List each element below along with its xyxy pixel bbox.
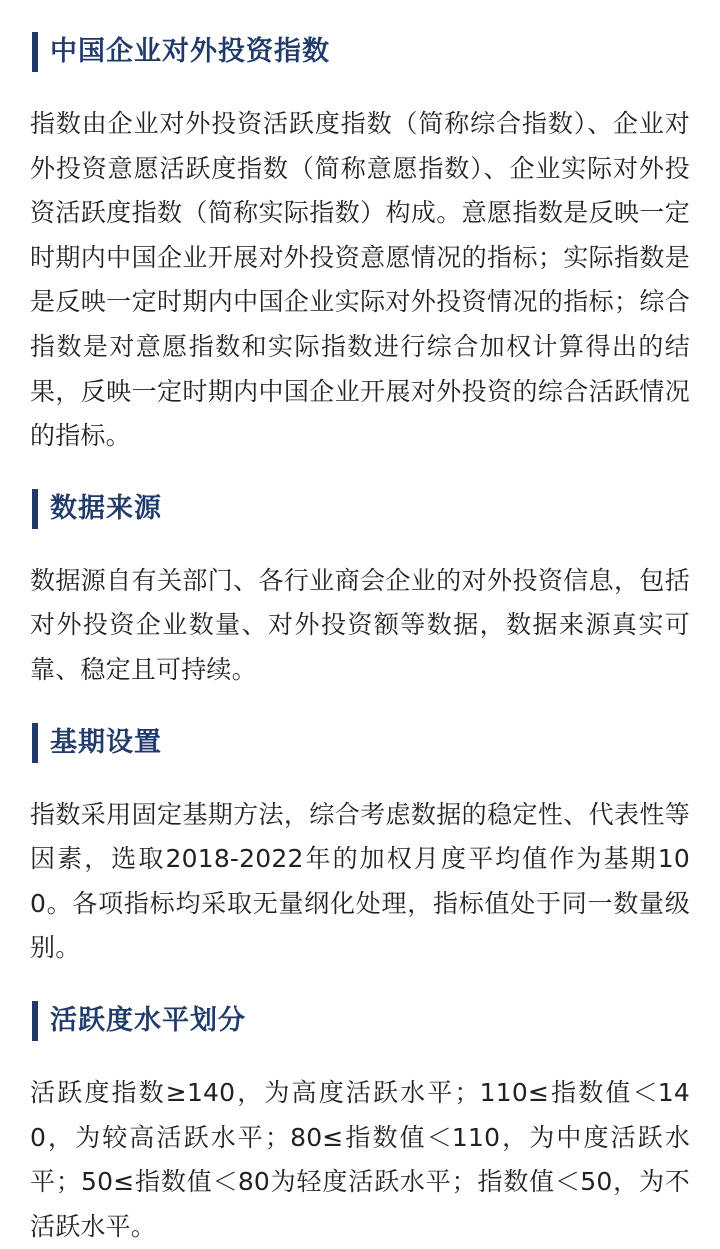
section-title: 中国企业对外投资指数 <box>50 36 330 67</box>
section-heading <box>30 723 690 763</box>
heading-accent-bar <box>32 489 38 529</box>
section-title: 数据来源 <box>50 492 162 524</box>
section-title: 活跃度水平划分 <box>50 1004 246 1036</box>
heading-accent-bar <box>32 723 38 763</box>
section-heading <box>30 1001 690 1041</box>
section-paragraph: 活跃度指数≥140，为高度活跃水平；110≤指数值＜140，为较高活跃水平；80≤指数值＜110，为中度活跃水平；50≤指数值＜80为轻度活跃水平；指数值＜50，为不活跃水平。 <box>30 1077 690 1241</box>
section-paragraph: 指数采用固定基期方法，综合考虑数据的稳定性、代表性等因素，选取2018-2022年的加权月度平均值作为基期100。各项指标均采取无量纲化处理，指标值处于同一数量级别。 <box>30 799 690 963</box>
section-heading <box>30 489 690 529</box>
heading-accent-bar <box>32 1001 38 1041</box>
section-data-source <box>30 489 690 693</box>
section-paragraph: 指数由企业对外投资活跃度指数（简称综合指数）、企业对外投资意愿活跃度指数（简称意愿指数）、企业实际对外投资活跃度指数（简称实际指数）构成。意愿指数是反映一定时期内中国企业开展对外投资意愿情况的指标；实际指数是是反映一定时期内中国企业实际对外投资情况的指标；综合指数是对意愿指数和实际指数进行综合加权计算得出的结果，反映一定时期内中国企业开展对外投资的综合活跃情况的指标。 <box>30 109 690 451</box>
section-title: 基期设置 <box>50 726 162 758</box>
section-index-definition <box>30 0 690 459</box>
heading-accent-bar <box>32 32 38 72</box>
section-base-period <box>30 723 690 971</box>
section-activity-levels <box>30 1001 690 1249</box>
section-paragraph: 数据源自有关部门、各行业商会企业的对外投资信息，包括对外投资企业数量、对外投资额等数据，数据来源真实可靠、稳定且可持续。 <box>30 565 690 684</box>
section-heading <box>30 32 690 72</box>
